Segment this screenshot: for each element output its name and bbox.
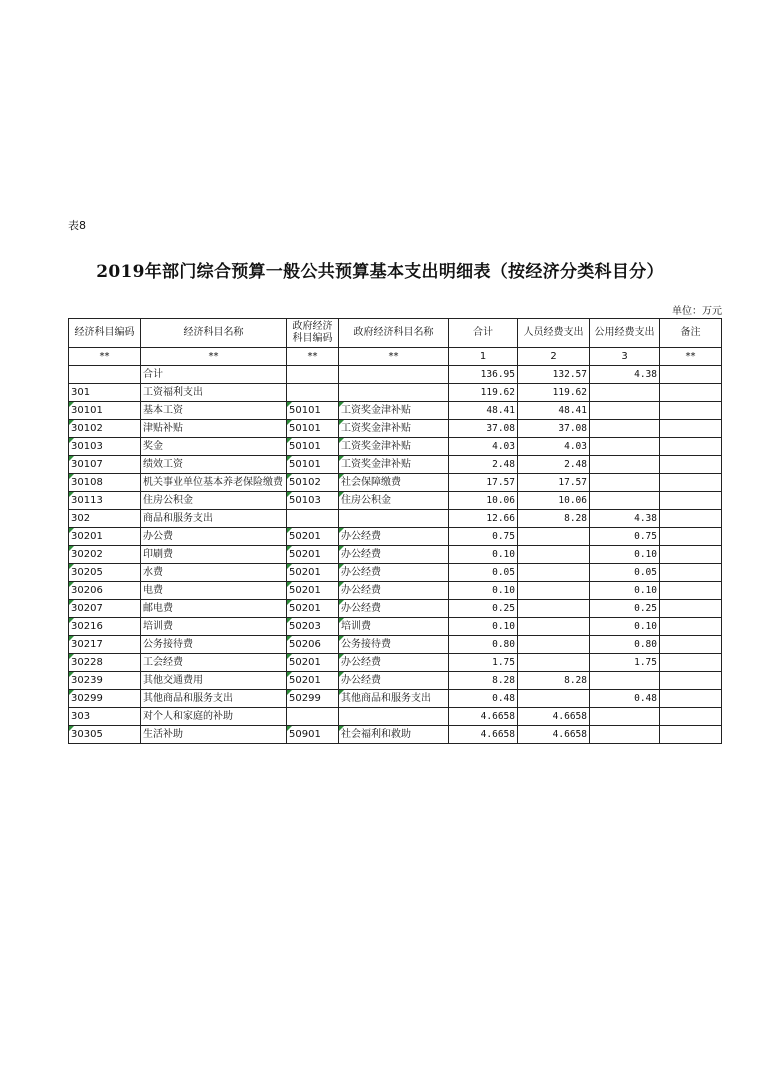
cell-gov-code: 50201 — [287, 582, 339, 600]
cell-code: 30216 — [69, 618, 141, 636]
cell-personnel: 17.57 — [518, 474, 590, 492]
table-row — [69, 600, 722, 618]
cell-total: 10.06 — [449, 492, 518, 510]
table-row — [69, 402, 722, 420]
cell-gov-name: 工资奖金津补贴 — [339, 456, 449, 474]
cell-public — [590, 438, 660, 456]
cell-public: 0.10 — [590, 546, 660, 564]
cell-note — [660, 456, 722, 474]
cell-public — [590, 402, 660, 420]
table-row — [69, 420, 722, 438]
cell-total: 119.62 — [449, 384, 518, 402]
cell-public: 0.25 — [590, 600, 660, 618]
cell-public — [590, 492, 660, 510]
cell-note — [660, 402, 722, 420]
cell-note — [660, 438, 722, 456]
cell-code: 30202 — [69, 546, 141, 564]
cell-name: 电费 — [141, 582, 287, 600]
cell-name: 印刷费 — [141, 546, 287, 564]
table-label: 表8 — [68, 219, 86, 232]
col-header-note: 备注 — [660, 319, 722, 348]
cell-name: 对个人和家庭的补助 — [141, 708, 287, 726]
table-row — [69, 366, 722, 384]
col-header-total: 合计 — [449, 319, 518, 348]
cell-public — [590, 672, 660, 690]
cell-gov-code: 50103 — [287, 492, 339, 510]
table-row — [69, 492, 722, 510]
budget-table — [68, 318, 722, 744]
cell-note — [660, 492, 722, 510]
cell-gov-code: 50201 — [287, 654, 339, 672]
cell-gov-code: 50102 — [287, 474, 339, 492]
cell-name: 工资福利支出 — [141, 384, 287, 402]
cell-note — [660, 366, 722, 384]
cell-code: 30228 — [69, 654, 141, 672]
cell-gov-name: 社会保障缴费 — [339, 474, 449, 492]
cell-personnel: 10.06 — [518, 492, 590, 510]
cell-code: 303 — [69, 708, 141, 726]
index-row — [69, 348, 722, 366]
cell-name: 办公费 — [141, 528, 287, 546]
cell-personnel: 8.28 — [518, 510, 590, 528]
cell-gov-code: 50101 — [287, 402, 339, 420]
cell-name: 培训费 — [141, 618, 287, 636]
cell-gov-name: 住房公积金 — [339, 492, 449, 510]
cell-gov-name: 公务接待费 — [339, 636, 449, 654]
table-row — [69, 654, 722, 672]
cell-note — [660, 510, 722, 528]
cell-name: 机关事业单位基本养老保险缴费 — [141, 474, 287, 492]
cell-gov-name — [339, 366, 449, 384]
cell-public — [590, 708, 660, 726]
cell-gov-name: 社会福利和救助 — [339, 726, 449, 744]
cell-personnel — [518, 546, 590, 564]
cell-public — [590, 384, 660, 402]
cell-total: 0.80 — [449, 636, 518, 654]
cell-note — [660, 564, 722, 582]
table-row — [69, 690, 722, 708]
index-cell: ** — [141, 348, 287, 366]
col-header-public: 公用经费支出 — [590, 319, 660, 348]
cell-public: 0.48 — [590, 690, 660, 708]
cell-gov-name: 办公经费 — [339, 672, 449, 690]
header-row — [69, 319, 722, 348]
cell-gov-name: 办公经费 — [339, 600, 449, 618]
cell-gov-name: 办公经费 — [339, 546, 449, 564]
cell-name: 合计 — [141, 366, 287, 384]
table-row — [69, 510, 722, 528]
cell-note — [660, 600, 722, 618]
cell-name: 商品和服务支出 — [141, 510, 287, 528]
cell-code: 30206 — [69, 582, 141, 600]
cell-name: 基本工资 — [141, 402, 287, 420]
cell-public — [590, 726, 660, 744]
cell-total: 48.41 — [449, 402, 518, 420]
cell-gov-code: 50201 — [287, 528, 339, 546]
cell-gov-name: 办公经费 — [339, 528, 449, 546]
cell-name: 奖金 — [141, 438, 287, 456]
cell-name: 其他交通费用 — [141, 672, 287, 690]
cell-personnel: 4.6658 — [518, 726, 590, 744]
table-row — [69, 708, 722, 726]
cell-note — [660, 690, 722, 708]
cell-code: 30113 — [69, 492, 141, 510]
cell-name: 绩效工资 — [141, 456, 287, 474]
cell-public: 4.38 — [590, 510, 660, 528]
cell-note — [660, 672, 722, 690]
cell-code: 302 — [69, 510, 141, 528]
cell-name: 生活补助 — [141, 726, 287, 744]
col-header-gov-name: 政府经济科目名称 — [339, 319, 449, 348]
cell-note — [660, 636, 722, 654]
cell-name: 津贴补贴 — [141, 420, 287, 438]
cell-total: 37.08 — [449, 420, 518, 438]
cell-public: 0.75 — [590, 528, 660, 546]
cell-note — [660, 654, 722, 672]
cell-note — [660, 726, 722, 744]
cell-gov-code: 50201 — [287, 564, 339, 582]
cell-gov-name: 工资奖金津补贴 — [339, 420, 449, 438]
table-row — [69, 438, 722, 456]
table-row — [69, 636, 722, 654]
cell-gov-name — [339, 384, 449, 402]
cell-code: 30239 — [69, 672, 141, 690]
cell-total: 12.66 — [449, 510, 518, 528]
cell-personnel: 119.62 — [518, 384, 590, 402]
cell-personnel — [518, 690, 590, 708]
cell-personnel: 8.28 — [518, 672, 590, 690]
cell-gov-code — [287, 366, 339, 384]
cell-code: 30201 — [69, 528, 141, 546]
cell-total: 0.10 — [449, 546, 518, 564]
cell-name: 其他商品和服务支出 — [141, 690, 287, 708]
table-row — [69, 528, 722, 546]
cell-personnel — [518, 582, 590, 600]
unit-label: 单位：万元 — [672, 306, 722, 317]
cell-gov-name — [339, 510, 449, 528]
cell-total: 0.10 — [449, 582, 518, 600]
cell-total: 0.10 — [449, 618, 518, 636]
index-cell: 1 — [449, 348, 518, 366]
col-header-name: 经济科目名称 — [141, 319, 287, 348]
cell-gov-code: 50299 — [287, 690, 339, 708]
index-cell: 3 — [590, 348, 660, 366]
table-row — [69, 384, 722, 402]
cell-gov-name: 工资奖金津补贴 — [339, 438, 449, 456]
cell-note — [660, 708, 722, 726]
cell-public: 0.80 — [590, 636, 660, 654]
cell-code: 30108 — [69, 474, 141, 492]
cell-gov-name: 培训费 — [339, 618, 449, 636]
index-cell: ** — [339, 348, 449, 366]
cell-total: 0.25 — [449, 600, 518, 618]
cell-public: 0.05 — [590, 564, 660, 582]
index-cell: ** — [660, 348, 722, 366]
cell-code: 30107 — [69, 456, 141, 474]
cell-total: 4.6658 — [449, 708, 518, 726]
cell-gov-code: 50101 — [287, 438, 339, 456]
col-header-code: 经济科目编码 — [69, 319, 141, 348]
page-title: 2019年部门综合预算一般公共预算基本支出明细表（按经济分类科目分） — [96, 262, 664, 282]
cell-personnel: 48.41 — [518, 402, 590, 420]
cell-public — [590, 420, 660, 438]
cell-gov-code: 50201 — [287, 600, 339, 618]
cell-gov-code: 50901 — [287, 726, 339, 744]
cell-personnel — [518, 600, 590, 618]
cell-name: 住房公积金 — [141, 492, 287, 510]
cell-total: 1.75 — [449, 654, 518, 672]
cell-public: 4.38 — [590, 366, 660, 384]
cell-code: 30103 — [69, 438, 141, 456]
index-cell: 2 — [518, 348, 590, 366]
cell-code: 30305 — [69, 726, 141, 744]
table-row — [69, 672, 722, 690]
cell-note — [660, 582, 722, 600]
table-row — [69, 474, 722, 492]
cell-personnel — [518, 528, 590, 546]
col-header-personnel: 人员经费支出 — [518, 319, 590, 348]
cell-code: 30207 — [69, 600, 141, 618]
cell-total: 4.6658 — [449, 726, 518, 744]
cell-note — [660, 474, 722, 492]
table-body — [69, 366, 722, 744]
cell-gov-name: 办公经费 — [339, 582, 449, 600]
cell-code — [69, 366, 141, 384]
cell-note — [660, 384, 722, 402]
cell-code: 30217 — [69, 636, 141, 654]
cell-personnel: 37.08 — [518, 420, 590, 438]
cell-gov-name: 办公经费 — [339, 564, 449, 582]
cell-total: 0.05 — [449, 564, 518, 582]
cell-note — [660, 618, 722, 636]
cell-total: 136.95 — [449, 366, 518, 384]
cell-note — [660, 420, 722, 438]
cell-gov-code: 50201 — [287, 546, 339, 564]
table-row — [69, 564, 722, 582]
cell-note — [660, 546, 722, 564]
cell-gov-code: 50206 — [287, 636, 339, 654]
table-row — [69, 582, 722, 600]
cell-gov-name — [339, 708, 449, 726]
cell-public — [590, 474, 660, 492]
cell-code: 30299 — [69, 690, 141, 708]
cell-personnel: 2.48 — [518, 456, 590, 474]
cell-total: 2.48 — [449, 456, 518, 474]
table-row — [69, 546, 722, 564]
cell-code: 30205 — [69, 564, 141, 582]
cell-gov-code — [287, 708, 339, 726]
cell-personnel — [518, 618, 590, 636]
cell-gov-code — [287, 510, 339, 528]
cell-public: 1.75 — [590, 654, 660, 672]
cell-name: 水费 — [141, 564, 287, 582]
cell-gov-code: 50201 — [287, 672, 339, 690]
cell-gov-code: 50101 — [287, 456, 339, 474]
cell-name: 工会经费 — [141, 654, 287, 672]
cell-personnel — [518, 564, 590, 582]
cell-code: 30102 — [69, 420, 141, 438]
cell-total: 8.28 — [449, 672, 518, 690]
cell-personnel: 132.57 — [518, 366, 590, 384]
cell-code: 301 — [69, 384, 141, 402]
cell-gov-name: 办公经费 — [339, 654, 449, 672]
table-row — [69, 618, 722, 636]
cell-gov-code — [287, 384, 339, 402]
cell-gov-code: 50203 — [287, 618, 339, 636]
cell-total: 0.75 — [449, 528, 518, 546]
cell-gov-name: 其他商品和服务支出 — [339, 690, 449, 708]
table-row — [69, 726, 722, 744]
index-cell: ** — [69, 348, 141, 366]
col-header-gov-code: 政府经济科目编码 — [287, 319, 339, 348]
table-row — [69, 456, 722, 474]
cell-total: 17.57 — [449, 474, 518, 492]
cell-note — [660, 528, 722, 546]
cell-personnel — [518, 654, 590, 672]
cell-total: 4.03 — [449, 438, 518, 456]
cell-personnel: 4.03 — [518, 438, 590, 456]
cell-total: 0.48 — [449, 690, 518, 708]
cell-public — [590, 456, 660, 474]
cell-personnel — [518, 636, 590, 654]
index-cell: ** — [287, 348, 339, 366]
cell-gov-code: 50101 — [287, 420, 339, 438]
cell-name: 公务接待费 — [141, 636, 287, 654]
cell-personnel: 4.6658 — [518, 708, 590, 726]
cell-public: 0.10 — [590, 618, 660, 636]
cell-code: 30101 — [69, 402, 141, 420]
cell-name: 邮电费 — [141, 600, 287, 618]
cell-gov-name: 工资奖金津补贴 — [339, 402, 449, 420]
cell-public: 0.10 — [590, 582, 660, 600]
